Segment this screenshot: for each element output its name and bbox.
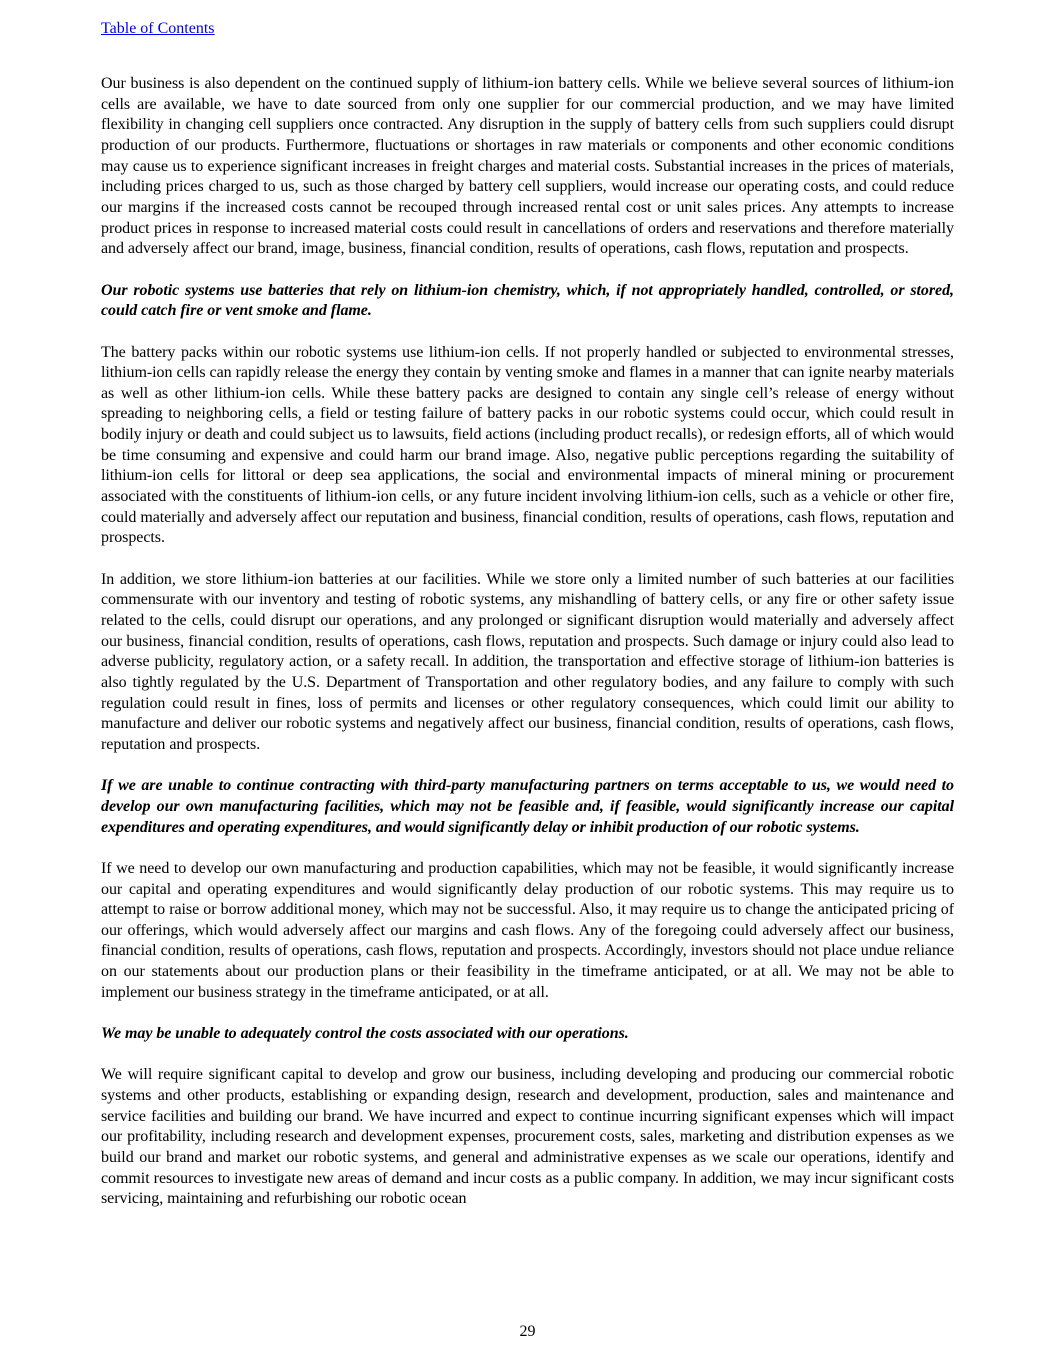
table-of-contents-link[interactable]: Table of Contents [101, 20, 215, 37]
document-body [101, 74, 954, 1231]
risk-heading-lithium-ion-fire: Our robotic systems use batteries that rely on lithium-ion chemistry, which, if not appropriately handled, controlled, or stored, could catch fire or vent smoke and flame. [101, 281, 954, 320]
paragraph-battery-supply: Our business is also dependent on the continued supply of lithium-ion battery cells. While we believe several sources of lithium-ion cells are available, we have to date sourced from only one supplier for our commercial production, and we may have limited flexibility in changing cell suppliers once contracted. Any disruption in the supply of battery cells from such suppliers could disrupt production of our products. Furthermore, fluctuations or shortages in raw materials or components and other economic conditions may cause us to experience significant increases in freight charges and material costs. Substantial increases in the prices of materials, including prices charged to us, such as those charged by battery cell suppliers, would increase our operating costs, and could reduce our margins if the increased costs cannot be recouped through increased rental cost or unit sales prices. Any attempts to increase product prices in response to increased material costs could result in cancellations of orders and reservations and therefore materially and adversely affect our brand, image, business, financial condition, results of operations, cash flows, reputation and prospects. [101, 75, 954, 258]
risk-heading-cost-control: We may be unable to adequately control the costs associated with our operations. [101, 1025, 629, 1043]
page-number: 29 [519, 1323, 536, 1340]
paragraph-manufacturing-capabilities: If we need to develop our own manufacturing and production capabilities, which may not be feasible, it would significantly increase our capital and operating expenditures and would significantly delay production of our robotic systems. This may require us to attempt to raise or borrow additional money, which may not be successful. Also, it may require us to change the anticipated pricing of our offerings, which would adversely affect our margins and cash flows. Any of the foregoing could adversely affect our business, financial condition, results of operations, cash flows, reputation and prospects. Accordingly, investors should not place undue reliance on our statements about our production plans or their feasibility in the timeframe anticipated, or at all. We may not be able to implement our business strategy in the timeframe anticipated, or at all. [101, 859, 954, 1001]
paragraph-battery-storage: In addition, we store lithium-ion batteries at our facilities. While we store only a limited number of such batteries at our facilities commensurate with our inventory and testing of robotic systems, any mishandling of battery cells, or any fire or other safety issue related to the cells, could disrupt our operations, and any prolonged or significant disruption would materially and adversely affect our business, financial condition, results of operations, cash flows, reputation and prospects. Such damage or injury could also lead to adverse publicity, regulatory action, or a safety recall. In addition, the transportation and effective storage of lithium-ion batteries is also tightly regulated by the U.S. Department of Transportation and other regulatory bodies, and any failure to comply with such regulation could result in fines, loss of permits and licenses or other regulatory consequences, which could limit our ability to manufacture and deliver our robotic systems and negatively affect our business, financial condition, results of operations, cash flows, reputation and prospects. [101, 570, 954, 753]
risk-heading-manufacturing-partners: If we are unable to continue contracting with third-party manufacturing partners on terms acceptable to us, we would need to develop our own manufacturing facilities, which may not be feasible and, if feasible, would significantly increase our capital expenditures and operating expenditures, and would significantly delay or inhibit production of our robotic systems. [101, 777, 954, 836]
paragraph-battery-packs: The battery packs within our robotic systems use lithium-ion cells. If not properly handled or subjected to environmental stresses, lithium-ion cells can rapidly release the energy they contain by venting smoke and flames in a manner that can ignite nearby materials as well as other lithium-ion cells. While these battery packs are designed to contain any single cell’s release of energy without spreading to neighboring cells, a field or testing failure of battery packs in our robotic systems could occur, which could result in bodily injury or death and could subject us to lawsuits, field actions (including product recalls), or redesign efforts, all of which would be time consuming and expensive and could harm our brand image. Also, negative public perceptions regarding the suitability of lithium-ion cells for littoral or deep sea applications, the social and environmental impacts of mineral mining or procurement associated with the constituents of lithium-ion cells, or any future incident involving lithium-ion cells, such as a vehicle or other fire, could materially and adversely affect our reputation and business, financial condition, results of operations, cash flows, reputation and prospects. [101, 343, 955, 547]
paragraph-capital-requirements: We will require significant capital to develop and grow our business, including developing and producing our commercial robotic systems and other products, establishing or expanding design, research and development, production, sales and maintenance and service facilities and building our brand. We have incurred and expect to continue incurring significant expenses which will impact our profitability, including research and development expenses, procurement costs, sales, marketing and distribution expenses as we build our brand and market our robotic systems, and general and administrative expenses as we scale our operations, identify and commit resources to investigate new areas of demand and incur costs as a public company. In addition, we may incur significant costs servicing, maintaining and refurbishing our robotic ocean [101, 1066, 954, 1208]
